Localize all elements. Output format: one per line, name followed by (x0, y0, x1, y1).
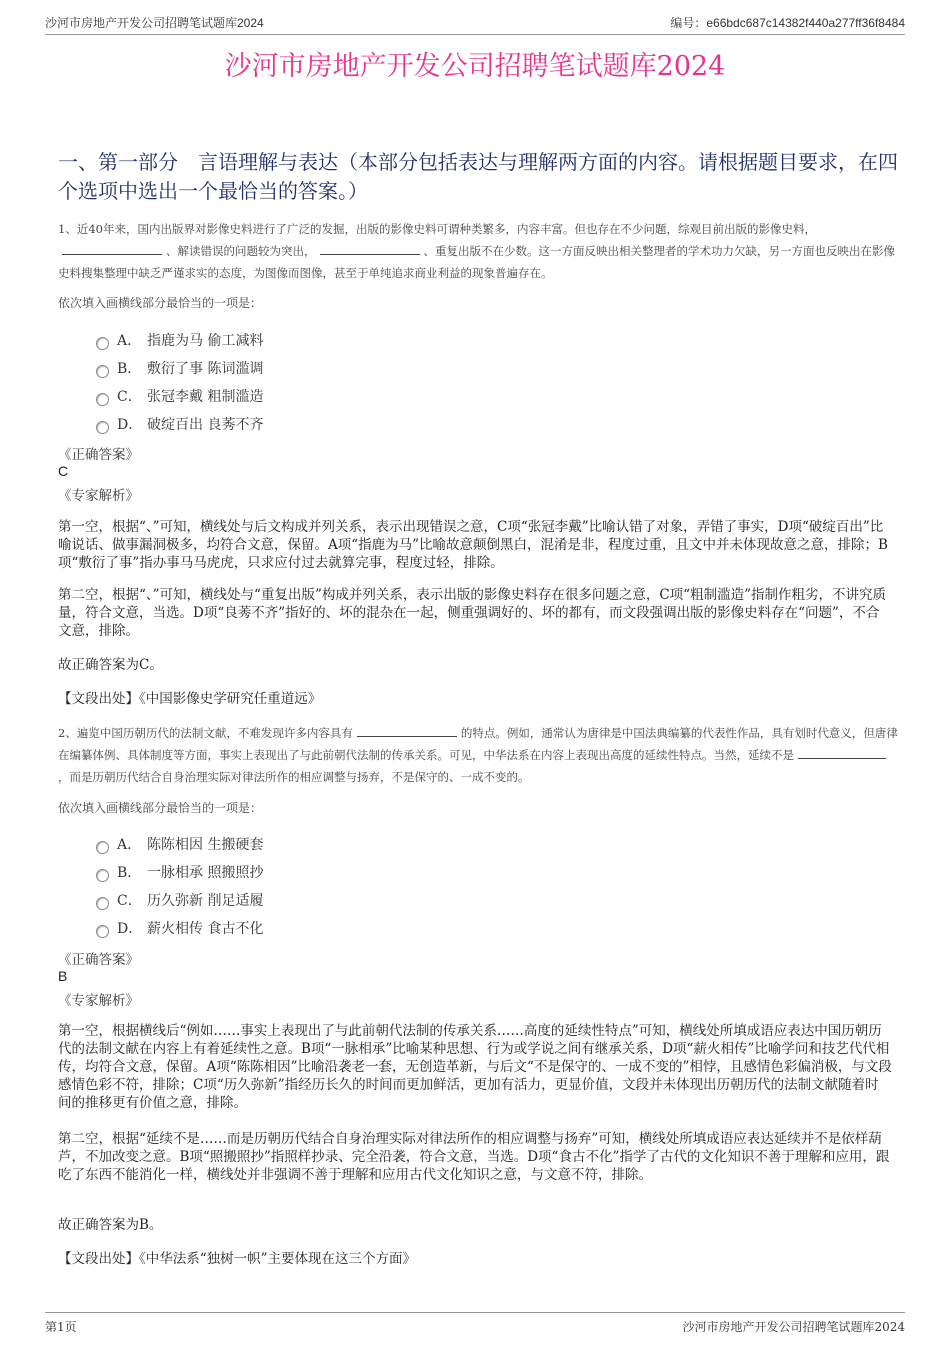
answer-value: C (58, 463, 69, 479)
page-footer (45, 1312, 905, 1334)
document-code: 编号：e66bdc687c14382f440a277ff36f8484 (670, 16, 905, 30)
analysis-label: 《专家解析》 (58, 488, 139, 504)
answer-blank (62, 242, 162, 255)
answer-label: 《正确答案》 (58, 952, 139, 968)
answer-blank (357, 724, 457, 737)
source-citation: 【文段出处】《中国影像史学研究任重道远》 (58, 691, 322, 707)
question-1-options (96, 326, 263, 438)
radio-icon[interactable] (96, 393, 109, 406)
page-title: 沙河市房地产开发公司招聘笔试题库2024 (224, 51, 726, 82)
section-heading: 一、第一部分 言语理解与表达（本部分包括表达与理解两方面的内容。请根据题目要求，在四个选项中选出一个最恰当的答案。） (58, 150, 898, 203)
question-2-stem: 2、遍览中国历朝历代的法制文献，不难发现许多内容具有 的特点。例如，通常认为唐律是中国法典编纂的代表性作品，具有划时代意义，但唐律在编纂体例、具体制度等方面，事实上表现出了与此前朝代法制的传承关系。可见，中华法系在内容上表现出高度的延续性特点。当然，延续不是，而是历朝历代结合自身治理实际对律法所作的相应调整与扬弃，不是保守的、一成不变的。 (58, 726, 898, 784)
page-number: 第1页 (45, 1320, 77, 1334)
question-1-instruction: 依次填入画横线部分最恰当的一项是： (58, 296, 263, 310)
source-citation: 【文段出处】《中华法系“独树一帜”主要体现在这三个方面》 (58, 1251, 417, 1267)
radio-icon[interactable] (96, 365, 109, 378)
radio-icon[interactable] (96, 869, 109, 882)
answer-blank (798, 746, 886, 759)
answer-blank (320, 242, 420, 255)
analysis-conclusion: 故正确答案为C。 (58, 657, 163, 673)
answer-value: B (58, 968, 68, 984)
radio-icon[interactable] (96, 925, 109, 938)
question-1-stem: 1、近40年来，国内出版界对影像史料进行了广泛的发掘，出版的影像史料可谓种类繁多，内容丰富。但也存在不少问题，综观目前出版的影像史料，、解读错误的问题较为突出， 、重复出版不在少数。这一方面反映出相关整理者的学术功力欠缺，另一方面也反映出在影像史料搜集整理中缺乏严谨求实的态度，为图像而图像，甚至于单纯追求商业利益的现象普遍存在。 (58, 222, 895, 280)
radio-icon[interactable] (96, 337, 109, 350)
option-b[interactable]: B． 敷衍了事 陈词滥调 (96, 354, 263, 382)
option-c[interactable]: C． 张冠李戴 粗制滥造 (96, 382, 263, 410)
option-b[interactable]: B． 一脉相承 照搬照抄 (96, 858, 263, 886)
radio-icon[interactable] (96, 897, 109, 910)
analysis-paragraph: 第二空，根据“延续不是……而是历朝历代结合自身治理实际对律法所作的相应调整与扬弃”可知，横线处所填成语应表达延续并不是依样葫芦，不加改变之意。B项“照搬照抄”指照样抄录、完全沿袭，符合文意，当选。D项“食古不化”指学了古代的文化知识不善于理解和应用，跟吃了东西不能消化一样，横线处并非强调不善于理解和应用古代文化知识之意，与文意不符，排除。 (58, 1131, 890, 1183)
radio-icon[interactable] (96, 421, 109, 434)
option-c[interactable]: C． 历久弥新 削足适履 (96, 886, 263, 914)
question-2-options (96, 830, 263, 942)
analysis-conclusion: 故正确答案为B。 (58, 1217, 163, 1233)
answer-label: 《正确答案》 (58, 447, 139, 463)
option-d[interactable]: D． 破绽百出 良莠不齐 (96, 410, 263, 438)
radio-icon[interactable] (96, 841, 109, 854)
analysis-paragraph: 第一空，根据“、”可知，横线处与后文构成并列关系，表示出现错误之意，C项“张冠李戴”比喻认错了对象，弄错了事实，D项“破绽百出”比喻说话、做事漏洞极多，均符合文意，保留。A项“指鹿为马”比喻故意颠倒黑白，混淆是非，程度过重，且文中并未体现故意之意，排除；B项“敷衍了事”指办事马马虎虎，只求应付过去就算完事，程度过轻，排除。 (58, 519, 888, 571)
option-a[interactable]: A． 陈陈相因 生搬硬套 (96, 830, 263, 858)
analysis-paragraph: 第一空，根据横线后“例如……事实上表现出了与此前朝代法制的传承关系……高度的延续性特点”可知，横线处所填成语应表达中国历朝历代的法制文献在内容上有着延续性之意。B项“一脉相承”比喻某种思想、行为或学说之间有继承关系，D项“薪火相传”比喻学问和技艺代代相传，均符合文意，保留。A项“陈陈相因”比喻沿袭老一套，无创造革新，与后文“不是保守的、一成不变的”相悖，且感情色彩偏消极，与文段感情色彩不符，排除；C项“历久弥新”指经历长久的时间而更加鲜活，更加有活力，更显价值，文段并未体现出历朝历代的法制文献随着时间的推移更有价值之意，排除。 (58, 1023, 892, 1111)
page-header (45, 0, 905, 35)
header-title: 沙河市房地产开发公司招聘笔试题库2024 (45, 16, 264, 30)
analysis-paragraph: 第二空，根据“、”可知，横线处与“重复出版”构成并列关系，表示出版的影像史料存在很多问题之意，C项“粗制滥造”指制作粗劣，不讲究质量，符合文意，当选。D项“良莠不齐”指好的、坏的混杂在一起，侧重强调好的、坏的都有，而文段强调出版的影像史料存在“问题”，不合文意，排除。 (58, 587, 886, 639)
footer-title: 沙河市房地产开发公司招聘笔试题库2024 (682, 1320, 905, 1334)
option-d[interactable]: D． 薪火相传 食古不化 (96, 914, 263, 942)
analysis-label: 《专家解析》 (58, 993, 139, 1009)
option-a[interactable]: A． 指鹿为马 偷工减料 (96, 326, 263, 354)
question-2-instruction: 依次填入画横线部分最恰当的一项是： (58, 801, 263, 815)
